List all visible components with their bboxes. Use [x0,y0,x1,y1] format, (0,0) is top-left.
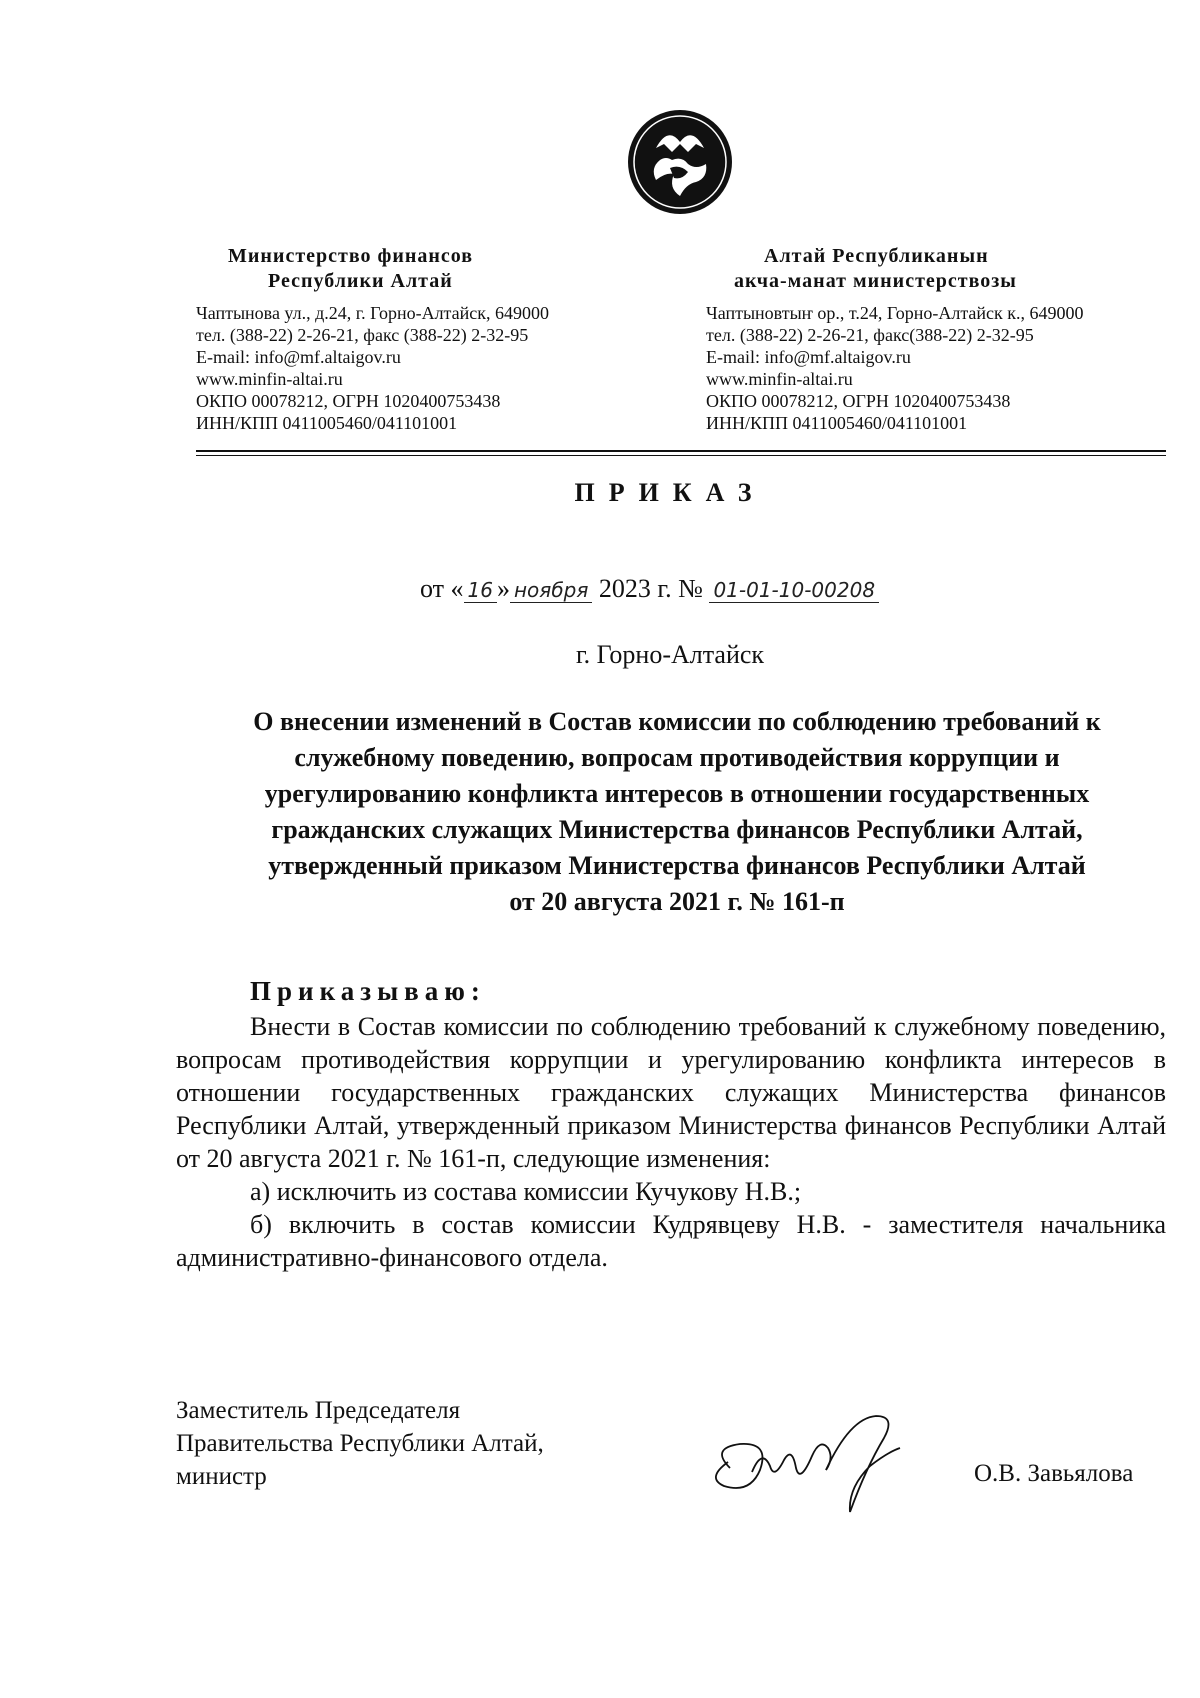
date-mid: » [496,574,510,603]
document-title: ПРИКАЗ [574,478,766,507]
org-name-ru-line2: Республики Алтай [268,270,453,292]
email-line: E-mail: info@mf.altaigov.ru [706,347,911,367]
handwritten-order-number: 01-01-10-00208 [709,578,879,603]
header-divider-thin [196,455,1166,456]
city-line: г. Горно-Алтайск [575,640,765,669]
order-body [176,1010,1166,1274]
website-line: www.minfin-altai.ru [706,369,853,389]
header-left-block [196,244,636,434]
contacts-alt [706,302,1166,434]
date-prefix: от « [420,574,464,603]
address-line: Чаптынова ул., д.24, г. Горно-Алтайск, 649000 [196,303,550,323]
phone-line: тел. (388-22) 2-26-21, факс (388-22) 2-32-95 [196,325,529,345]
inn-line: ИНН/КПП 0411005460/041101001 [196,413,458,433]
subject-line: утвержденный приказом Министерства финансов Республики Алтай [268,851,1086,880]
order-subject [196,704,1158,920]
date-year: 2023 г. № [592,574,710,603]
signer-name: О.В. Завьялова [974,1460,1134,1487]
coat-of-arms-icon [626,108,734,216]
inn-line: ИНН/КПП 0411005460/041101001 [706,413,968,433]
org-name-alt-line2: акча-манат министерствозы [734,270,1017,292]
body-item-b: б) включить в состав комиссии Кудрявцеву Н.В. - заместителя начальника административно-финансового отдела. [176,1210,1166,1272]
body-paragraph: Внести в Состав комиссии по соблюдению требований к служебному поведению, вопросам противодействия коррупции и урегулированию конфликта интересов в отношении государственных гражданских служащих Министерства финансов Республики Алтай, утвержденный приказом Министерства финансов Республики Алтай от 20 августа 2021 г. № 161-п, следующие изменения: [176,1012,1166,1173]
okpo-line: ОКПО 00078212, ОГРН 1020400753438 [706,391,1011,411]
subject-line: О внесении изменений в Состав комиссии по соблюдению требований к [253,707,1101,736]
subject-line: от 20 августа 2021 г. № 161-п [509,887,845,916]
position-line: Правительства Республики Алтай, [176,1430,544,1457]
okpo-line: ОКПО 00078212, ОГРН 1020400753438 [196,391,501,411]
header-divider-thick [196,450,1166,452]
subject-line: гражданских служащих Министерства финансов Республики Алтай, [271,815,1083,844]
org-name-ru-line1: Министерство финансов [228,245,474,267]
website-line: www.minfin-altai.ru [196,369,343,389]
position-line: министр [176,1463,267,1490]
handwritten-month: ноября [510,578,592,603]
header-right-block [706,244,1166,434]
email-line: E-mail: info@mf.altaigov.ru [196,347,401,367]
date-number-line [420,574,879,604]
signatory-position [176,1394,544,1493]
address-line: Чаптыновтыҥ ор., т.24, Горно-Алтайск к., 649000 [706,303,1084,323]
phone-line: тел. (388-22) 2-26-21, факс(388-22) 2-32-95 [706,325,1034,345]
handwritten-day: 16 [464,578,497,603]
org-name-alt-line1: Алтай Республиканын [764,245,989,267]
contacts-ru [196,302,636,434]
subject-line: урегулированию конфликта интересов в отношении государственных [264,779,1090,808]
order-heading: Приказываю: [250,976,486,1006]
position-line: Заместитель Председателя [176,1397,461,1424]
subject-line: служебному поведению, вопросам противодействия коррупции и [294,743,1060,772]
handwritten-signature-icon [700,1408,930,1520]
body-item-a: а) исключить из состава комиссии Кучукову Н.В.; [250,1177,802,1206]
